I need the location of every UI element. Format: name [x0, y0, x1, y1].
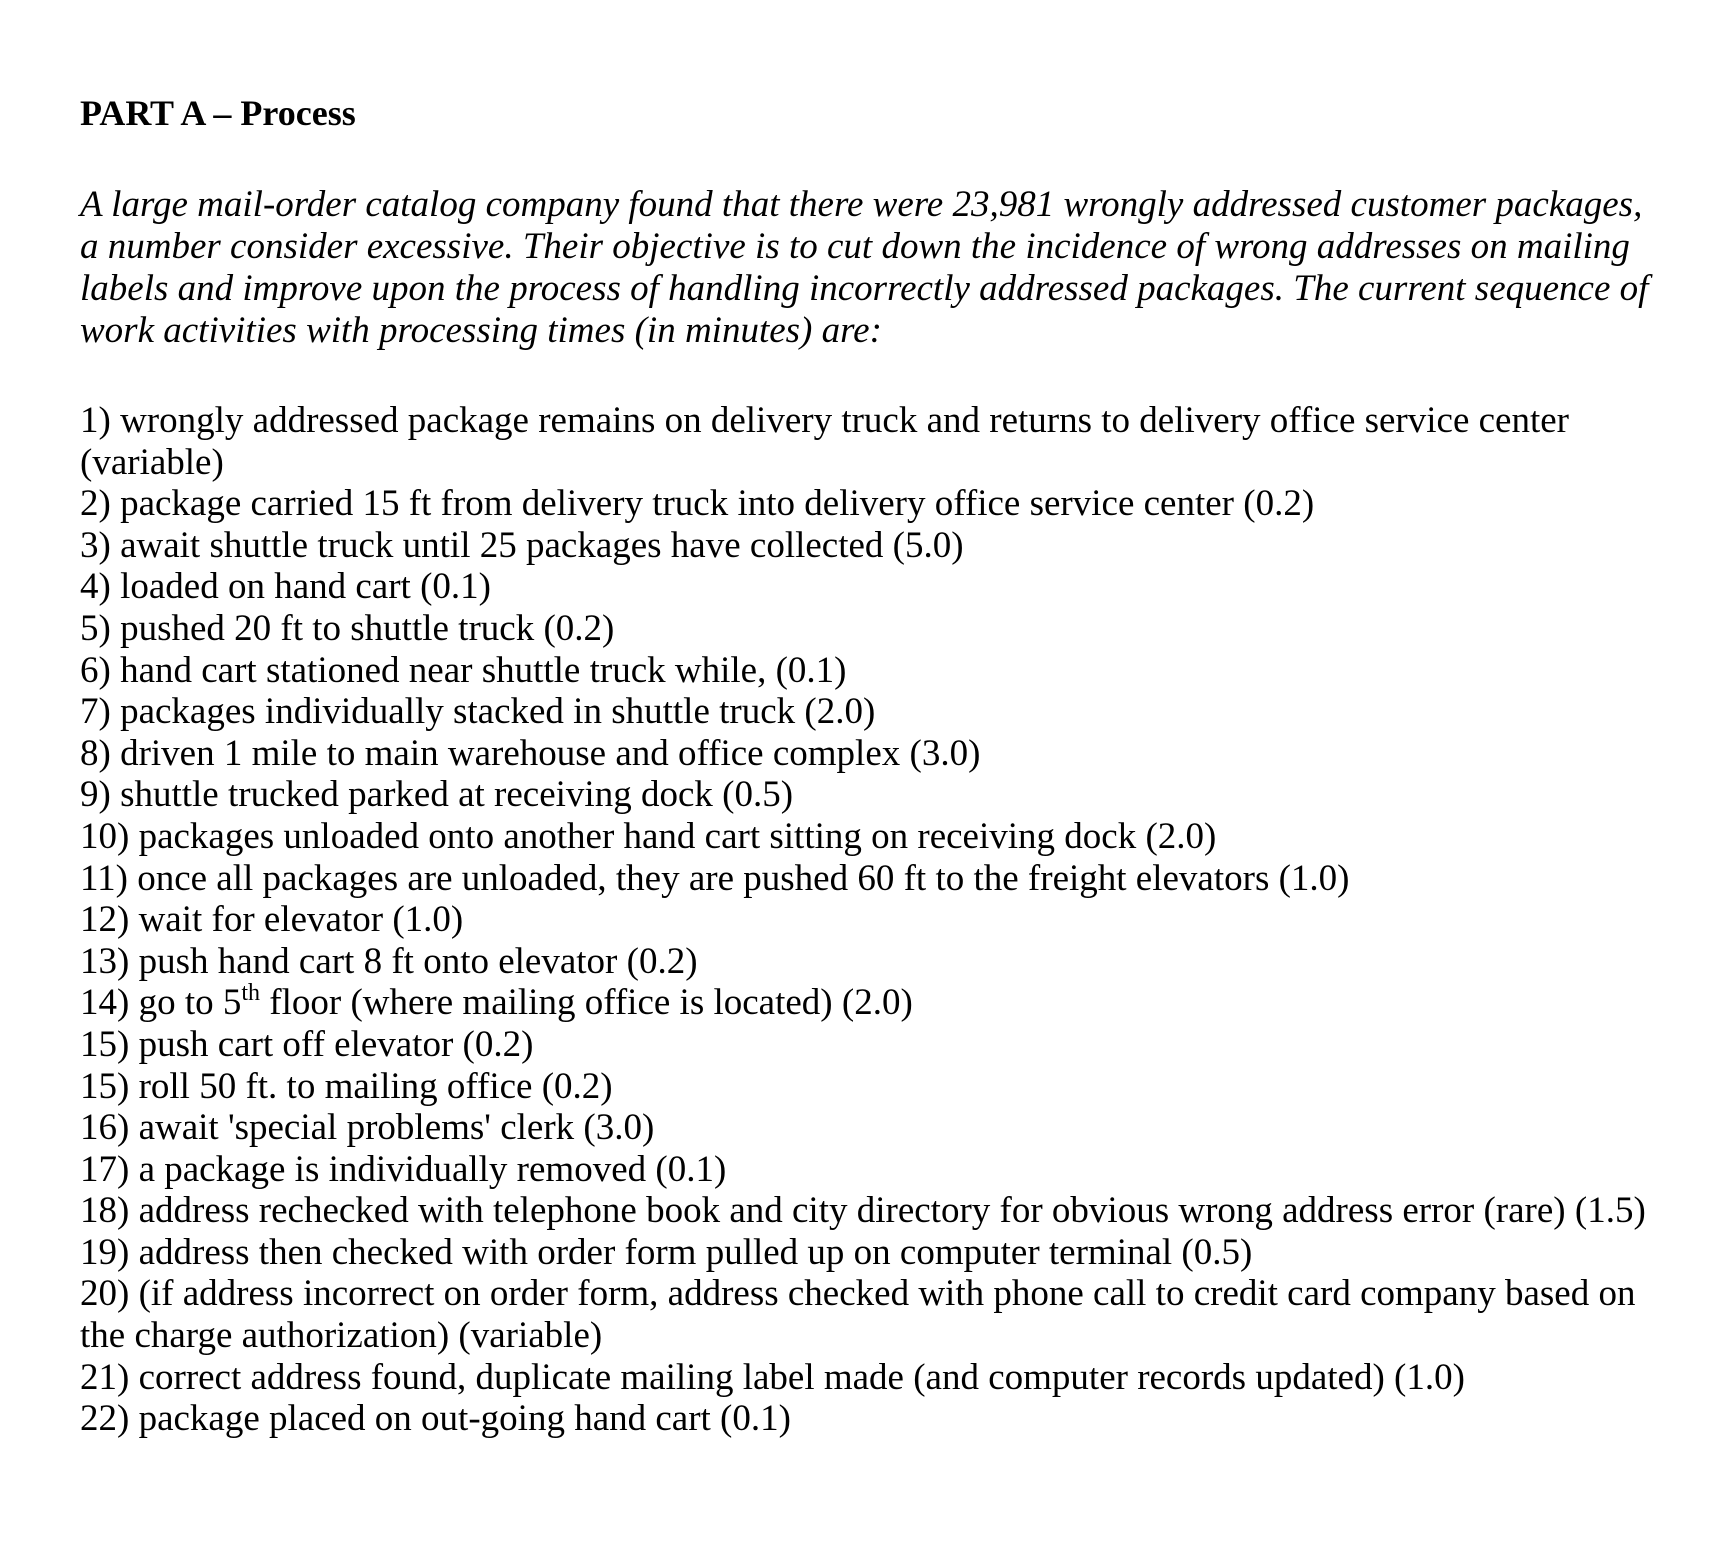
activity-step: 6) hand cart stationed near shuttle truck while, (0.1) — [80, 649, 847, 691]
activity-step: 15) roll 50 ft. to mailing office (0.2) — [80, 1065, 613, 1107]
activity-step: 10) packages unloaded onto another hand cart sitting on receiving dock (2.0) — [80, 815, 1217, 857]
activity-step: 11) once all packages are unloaded, they are pushed 60 ft to the freight elevators (1.0) — [80, 857, 1350, 899]
intro-paragraph: A large mail-order catalog company found that there were 23,981 wrongly addressed customer packages, a number consider excessive. Their objective is to cut down the incidence of wrong addresses on mailing labels and improve upon the process of handling incorrectly addressed packages. The current sequence of work activities with processing times (in minutes) are: — [80, 184, 1649, 351]
activity-step: 20) (if address incorrect on order form, address checked with phone call to credit card company based on the charge authorization) (variable) — [80, 1273, 1636, 1357]
activity-step: 13) push hand cart 8 ft onto elevator (0.2) — [80, 940, 698, 982]
activity-step: 8) driven 1 mile to main warehouse and office complex (3.0) — [80, 732, 981, 774]
activity-step: 2) package carried 15 ft from delivery truck into delivery office service center (0.2) — [80, 483, 1315, 525]
activity-step: 1) wrongly addressed package remains on delivery truck and returns to delivery office service center (variable) — [80, 400, 1569, 483]
activity-step: 3) await shuttle truck until 25 packages have collected (5.0) — [80, 524, 964, 566]
activity-step: 12) wait for elevator (1.0) — [80, 899, 464, 941]
step-text-after: floor (where mailing office is located) (2.0) — [260, 982, 913, 1024]
activity-step: 21) correct address found, duplicate mailing label made (and computer records updated) (1.0) — [80, 1356, 1465, 1398]
activity-step: 16) await 'special problems' clerk (3.0) — [80, 1107, 655, 1149]
activity-step: 19) address then checked with order form pulled up on computer terminal (0.5) — [80, 1231, 1253, 1273]
activity-step: 4) loaded on hand cart (0.1) — [80, 566, 491, 608]
document — [80, 90, 1670, 1440]
activity-step — [80, 982, 1670, 1024]
ordinal-suffix: th — [241, 980, 261, 1007]
activity-step: 22) package placed on out-going hand cart (0.1) — [80, 1398, 791, 1440]
part-heading: PART A – Process — [80, 93, 356, 133]
activity-list — [80, 400, 1670, 1440]
activity-step: 5) pushed 20 ft to shuttle truck (0.2) — [80, 607, 615, 649]
activity-step: 18) address rechecked with telephone book and city directory for obvious wrong address error (rare) (1.5) — [80, 1190, 1646, 1232]
activity-step: 17) a package is individually removed (0.1) — [80, 1148, 727, 1190]
activity-step: 15) push cart off elevator (0.2) — [80, 1023, 534, 1065]
step-text-before: 14) go to 5 — [80, 982, 242, 1024]
activity-step: 9) shuttle trucked parked at receiving dock (0.5) — [80, 774, 794, 816]
activity-step: 7) packages individually stacked in shuttle truck (2.0) — [80, 691, 876, 733]
